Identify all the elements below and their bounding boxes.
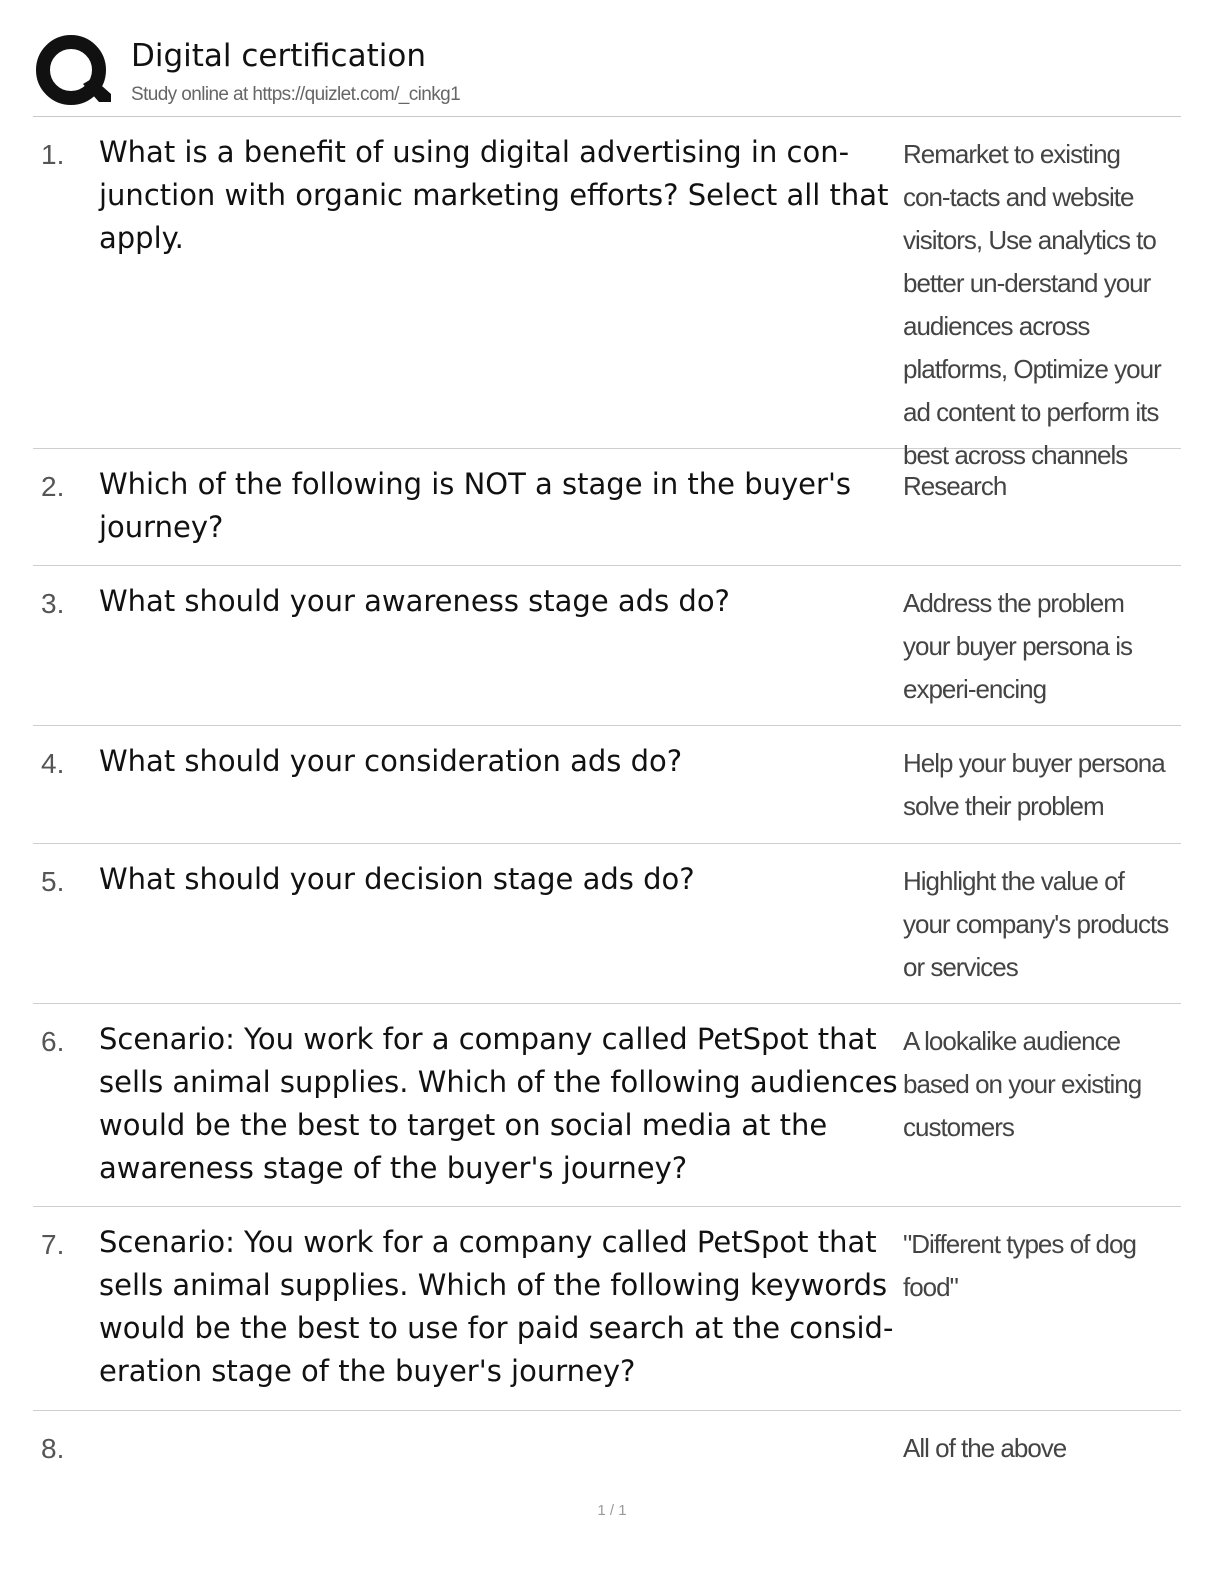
card-number: 6. <box>41 1026 65 1057</box>
card-definition: Highlight the value of your company's products or services <box>903 866 1169 982</box>
flashcard <box>33 1411 1181 1491</box>
page-number: 1 / 1 <box>597 1502 627 1519</box>
card-number: 5. <box>41 866 65 897</box>
card-number: 8. <box>41 1433 65 1464</box>
card-number: 7. <box>41 1229 65 1260</box>
card-definition: Research <box>903 471 1007 501</box>
card-term: What should your decision stage ads do? <box>99 862 695 896</box>
card-term: Scenario: You work for a company called PetSpot that sells animal supplies. Which of the following audiences would be the best to target on social media at the awareness stage of the buyer's journey? <box>99 1022 898 1185</box>
card-definition: Remarket to existing con-tacts and website visitors, Use analytics to better un-derstand your audiences across platforms, Optimize your ad content to perform its best across channels <box>903 139 1161 470</box>
flashcard <box>33 566 1181 726</box>
card-term: Which of the following is NOT a stage in the buyer's journey? <box>99 467 852 544</box>
card-term: What should your awareness stage ads do? <box>99 584 730 618</box>
card-number: 2. <box>41 471 65 502</box>
flashcard <box>33 1207 1181 1411</box>
quizlet-logo-icon <box>33 32 113 112</box>
card-number: 1. <box>41 139 65 170</box>
flashcard <box>33 1004 1181 1207</box>
card-number: 4. <box>41 748 65 779</box>
document-title: Digital certification <box>131 38 426 74</box>
flashcard <box>33 844 1181 1004</box>
study-online-link[interactable]: Study online at https://quizlet.com/_cinkg1 <box>131 84 461 105</box>
card-number: 3. <box>41 588 65 619</box>
flashcard <box>33 449 1181 566</box>
card-term: What should your consideration ads do? <box>99 744 683 778</box>
card-definition: Address the problem your buyer persona is experi-encing <box>903 588 1133 704</box>
document-header <box>33 32 1183 116</box>
card-term: Scenario: You work for a company called PetSpot that sells animal supplies. Which of the following keywords would be the best to use for paid search at the consid-eration stage of the buyer's journey? <box>99 1225 894 1388</box>
flashcard <box>33 117 1181 470</box>
card-term: What is a benefit of using digital advertising in con-junction with organic marketing efforts? Select all that apply. <box>99 135 889 255</box>
card-definition: Help your buyer persona solve their problem <box>903 748 1165 821</box>
card-definition: A lookalike audience based on your existing customers <box>903 1026 1142 1142</box>
card-definition: "Different types of dog food" <box>903 1229 1136 1302</box>
card-definition: All of the above <box>903 1433 1067 1463</box>
flashcard <box>33 726 1181 844</box>
